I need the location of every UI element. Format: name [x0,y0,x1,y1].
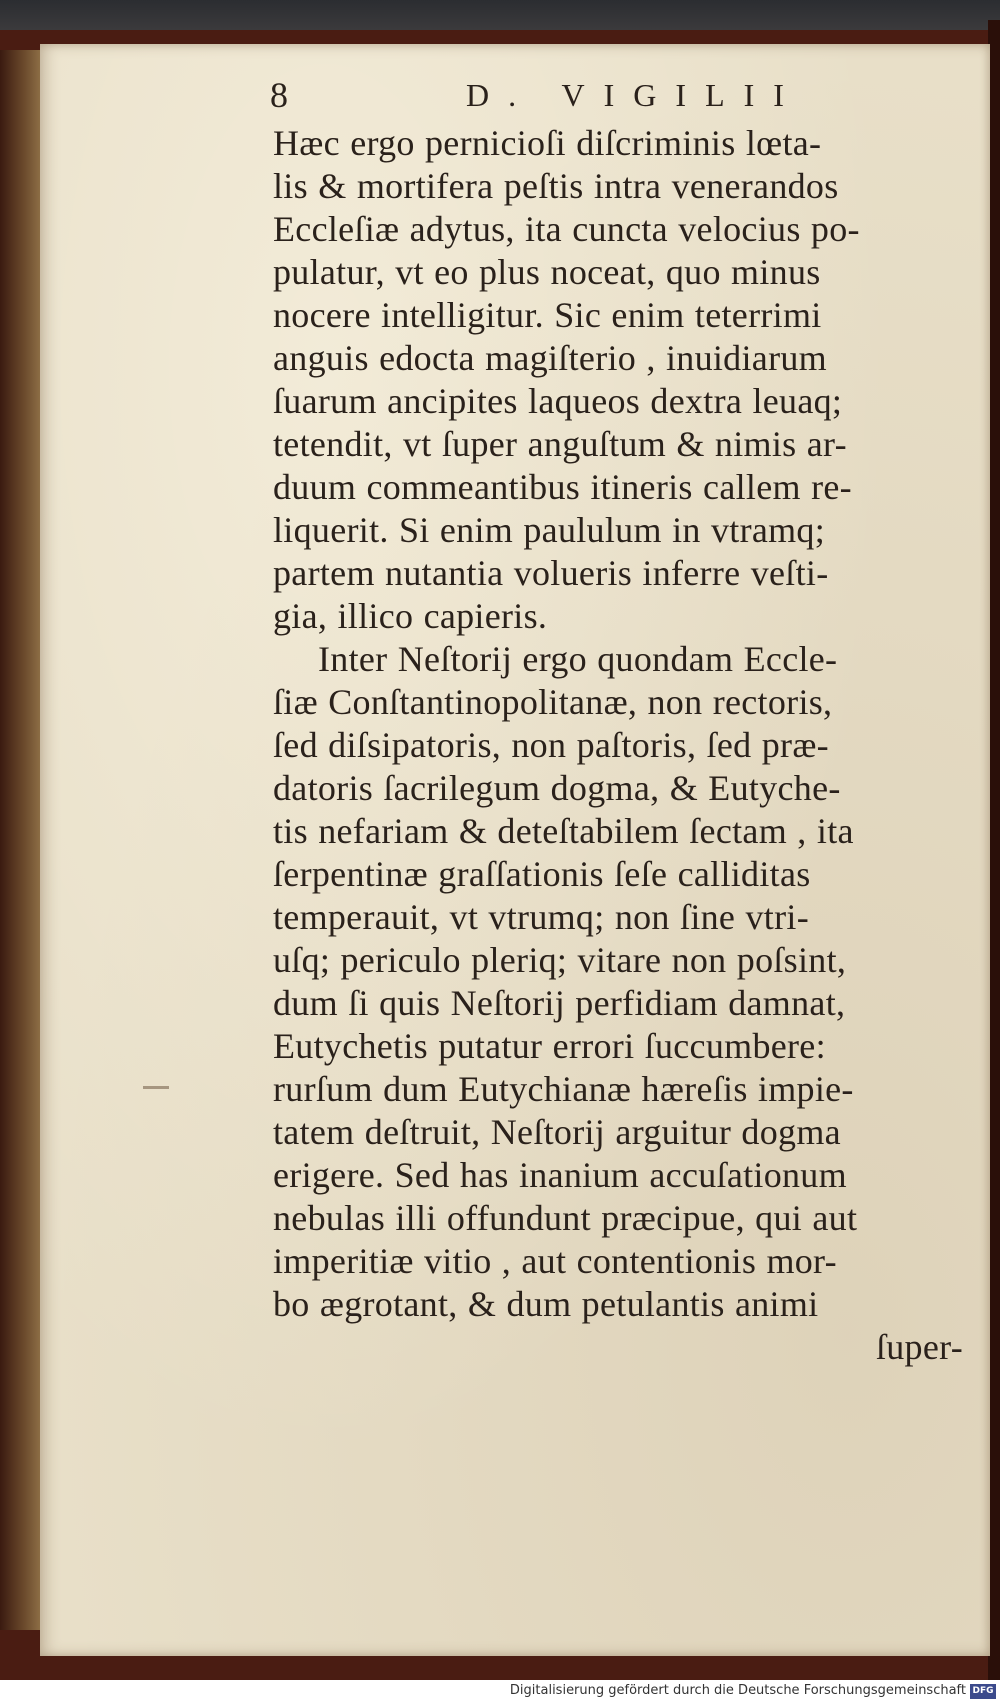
text-line: nebulas illi offundunt præcipue, qui aut [273,1198,858,1238]
footer-credit: Digitalisierung gefördert durch die Deutsche Forschungsgemeinschaft [509,1683,966,1698]
text-line: ſuarum ancipites laqueos dextra leuaq; [273,381,843,421]
text-line: lis & mortifera peſtis intra venerandos [273,166,839,206]
text-line: tis nefariam & deteſtabilem ſectam , ita [273,811,854,851]
text-line: Eccleſiæ adytus, ita cuncta velocius po- [273,209,860,249]
text-line: anguis edocta magiſterio , inuidiarum [273,338,827,378]
text-line: Eutychetis putatur errori ſuccumbere: [273,1026,826,1066]
text-line: datoris ſacrilegum dogma, & Eutyche- [273,768,841,808]
digitization-footer [0,1680,1000,1704]
running-head [270,70,870,120]
text-line: dum ſi quis Neſtorij perfidiam damnat, [273,983,846,1023]
text-line: erigere. Sed has inanium accuſationum [273,1155,847,1195]
gutter-mark [143,1086,169,1089]
page-fore-edge [0,50,40,1630]
text-line: bo ægrotant, & dum petulantis animi [273,1284,819,1324]
text-line: ſerpentinæ graſſationis ſeſe calliditas [273,854,811,894]
text-line: tatem deſtruit, Neſtorij arguitur dogma [273,1112,841,1152]
text-line: temperauit, vt vtrumq; non ſine vtri- [273,897,809,937]
text-line: partem nutantia volueris inferre veſti- [273,553,829,593]
text-line: tetendit, vt ſuper anguſtum & nimis ar- [273,424,847,464]
text-line: Inter Neſtorij ergo quondam Eccle- [318,639,838,679]
dfg-logo: DFG [970,1684,996,1699]
body-text [273,122,963,1369]
text-line: imperitiæ vitio , aut contentionis mor- [273,1241,837,1281]
text-line: rurſum dum Eutychianæ hæreſis impie- [273,1069,854,1109]
scan-top-strip [0,0,1000,30]
text-line: duum commeantibus itineris callem re- [273,467,852,507]
text-line: gia, illico capieris. [273,596,548,636]
text-line: uſq; periculo pleriq; vitare non poſsint, [273,940,847,980]
text-line: nocere intelligitur. Sic enim teterrimi [273,295,822,335]
text-line: pulatur, vt eo plus noceat, quo minus [273,252,821,292]
running-title: D. VIGILII [466,77,803,113]
text-line: Hæc ergo pernicioſi diſcriminis lœta- [273,123,822,163]
text-line: ſed diſsipatoris, non paſtoris, ſed præ- [273,725,829,765]
page-number: 8 [270,75,288,115]
text-line: liquerit. Si enim paululum in vtramq; [273,510,826,550]
catchword: ſuper- [875,1327,963,1367]
text-line: ſiæ Conſtantinopolitanæ, non rectoris, [273,682,833,722]
